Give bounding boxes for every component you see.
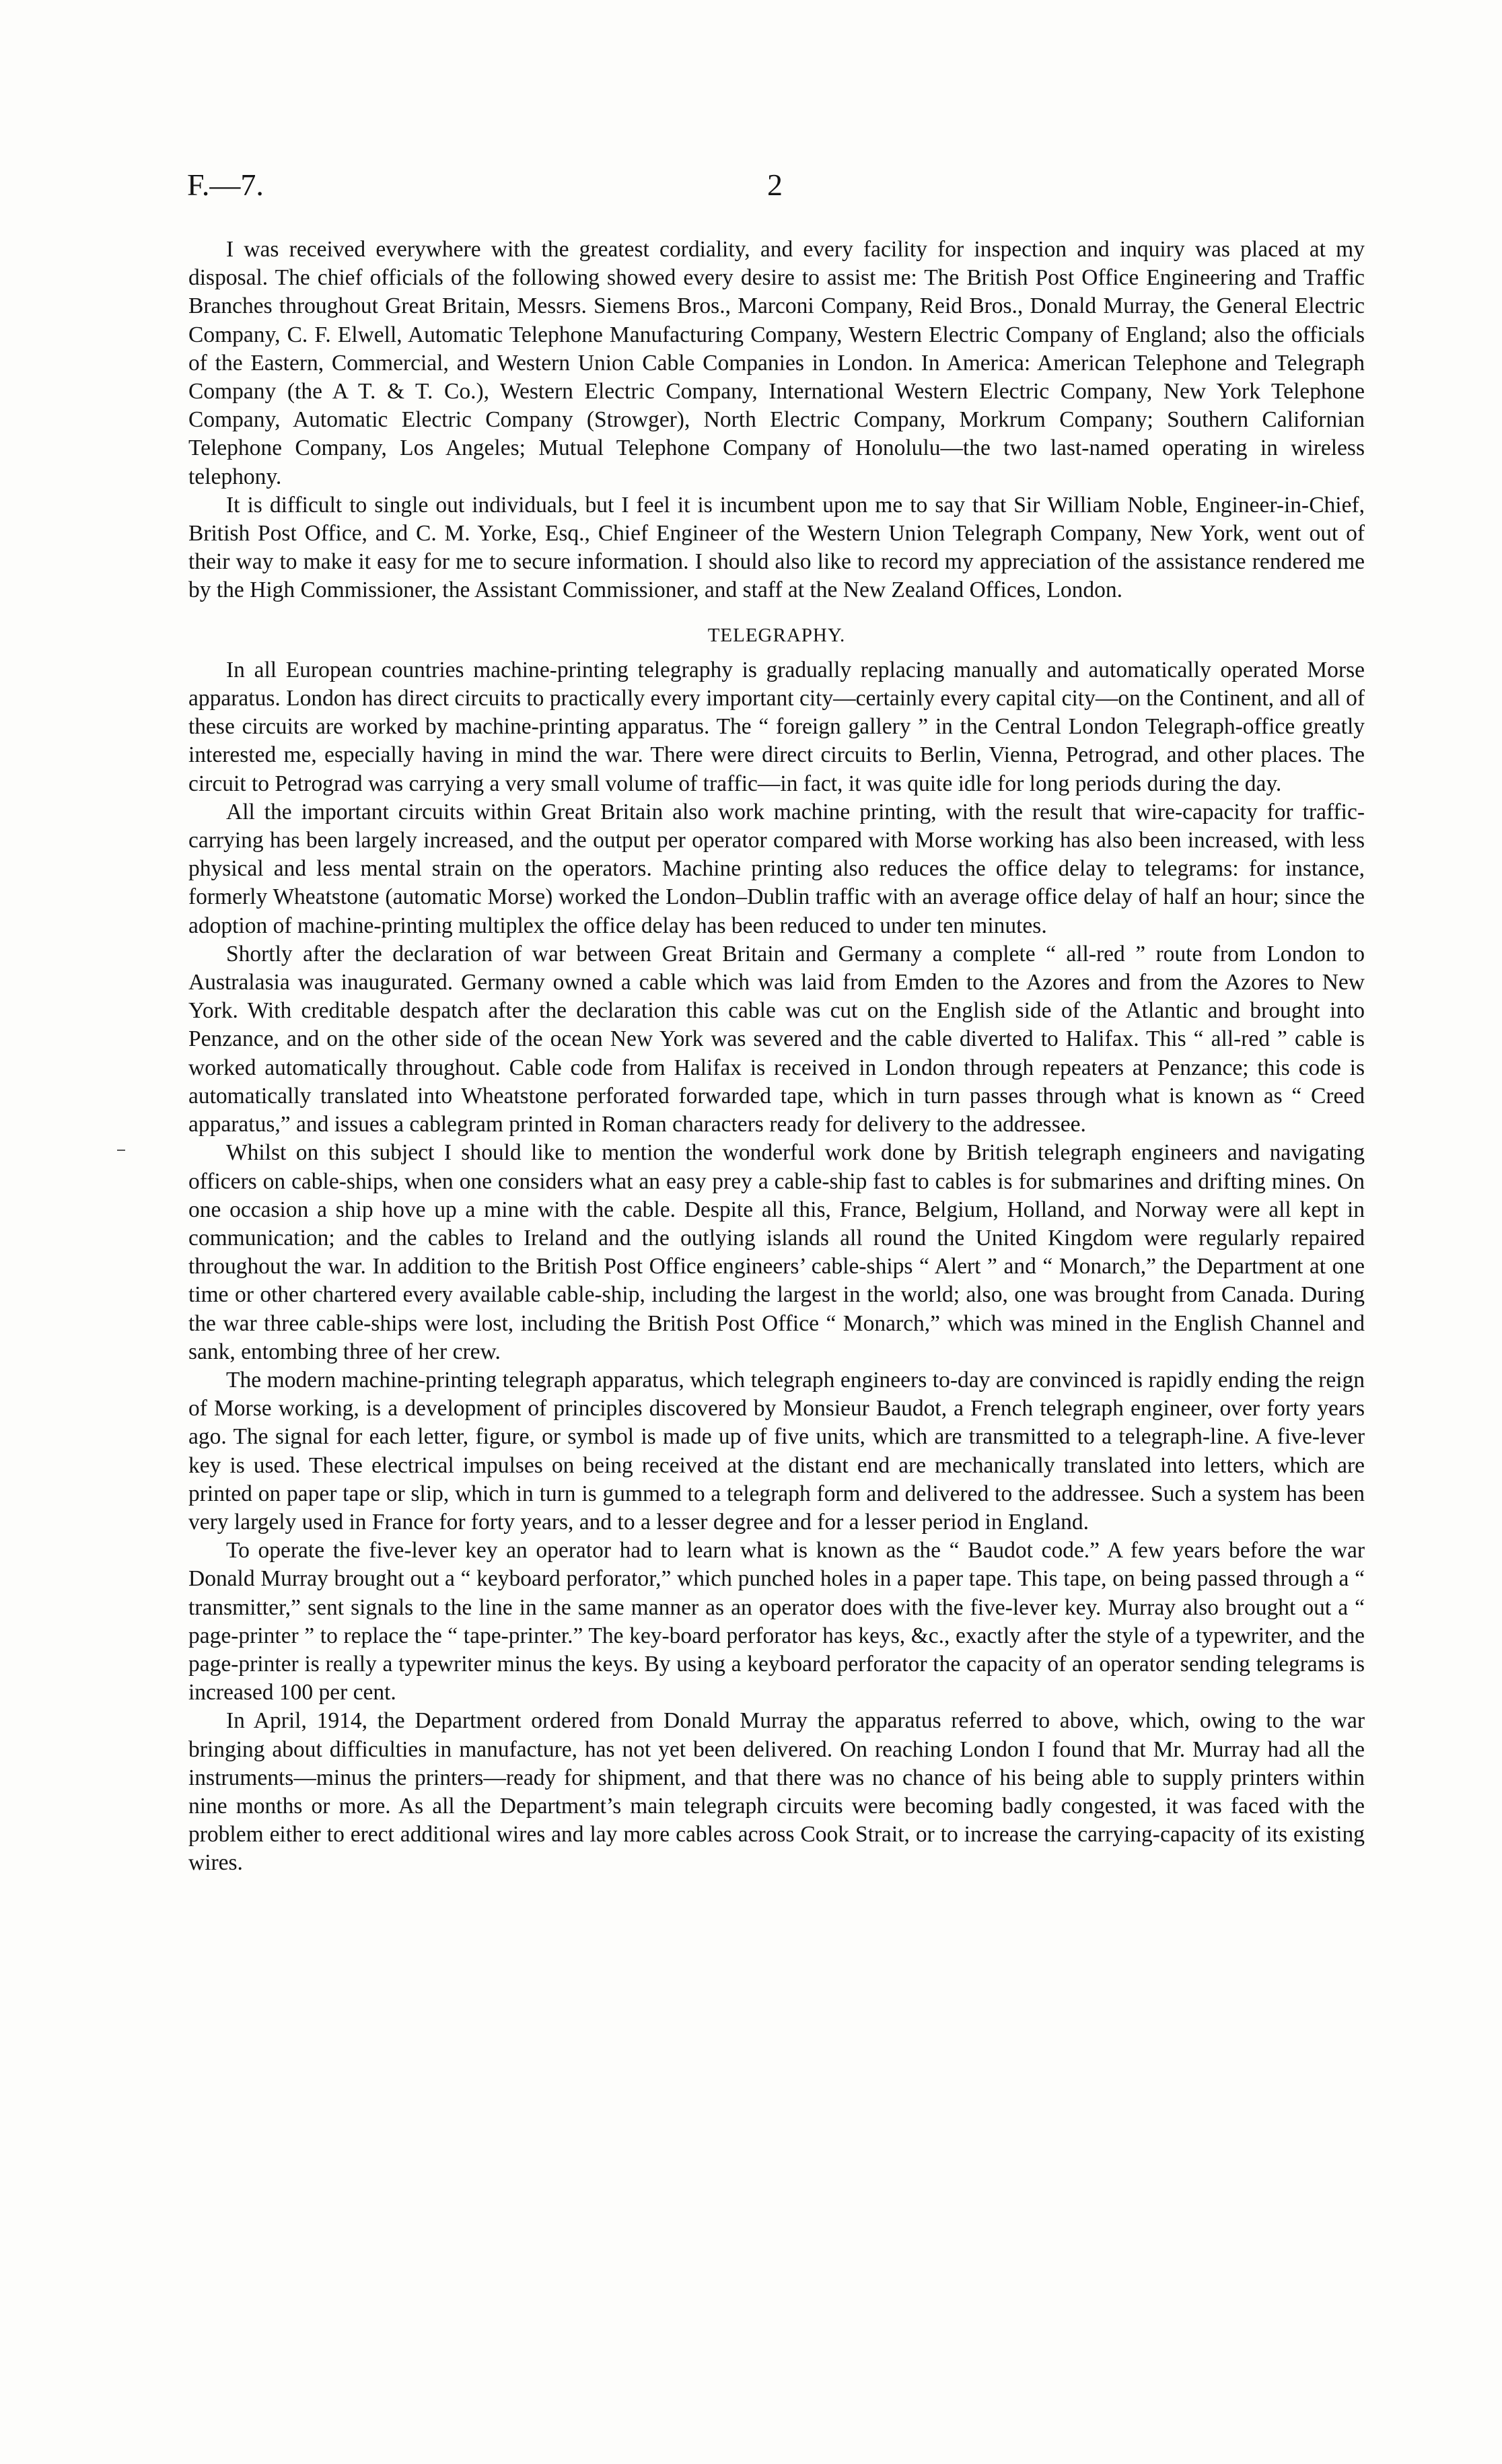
paragraph-cable-ships: Whilst on this subject I should like to mention the wonderful work done by British telegraph engineers and navigating officers on cable-ships, when one considers what an easy prey a cable-ship fast to cables is for submarines and drifting mines. On one occasion a ship hove up a mine with the cable. Despite all this, France, Belgium, Holland, and Norway were all kept in communication; and the cables to Ireland and the outlying islands all round the United Kingdom were regularly repaired throughout the war. In addition to the British Post Office engineers’ cable-ships “ Alert ” and “ Monarch,” the Department at one time or other chartered every available cable-ship, including the largest in the world; also, one was brought from Canada. During the war three cable-ships were lost, including the British Post Office “ Monarch,” which was mined in the English Channel and sank, entombing three of her crew. [188,1140,1365,1364]
paragraph-all-red-route: Shortly after the declaration of war between Great Britain and Germany a complete “ all-red ” route from London to Australasia was inaugurated. Germany owned a cable which was laid from Emden to the Azores and from the Azores to New York. With creditable despatch after the declaration this cable was cut on the English side of the Atlantic and brought into Penzance, and on the other side of the ocean New York was severed and the cable diverted to Halifax. This “ all-red ” cable is worked automatically throughout. Cable code from Halifax is received in London through repeaters at Penzance; this code is automatically translated into Wheatstone perforated forwarded tape, which in turn passes through what is known as “ Creed apparatus,” and issues a cablegram printed in Roman characters ready for delivery to the addressee. [188,941,1365,1137]
paragraph-acknowledgements: I was received everywhere with the greatest cordiality, and every facility for inspection and inquiry was placed at my disposal. The chief officials of the following showed every desire to assist me: The British Post Office Engineering and Traffic Branches throughout Great Britain, Messrs. Siemens Bros., Marconi Company, Reid Bros., Donald Murray, the General Electric Company, C. F. Elwell, Automatic Telephone Manufacturing Company, Western Electric Company of England; also the officials of the Eastern, Commercial, and Western Union Cable Companies in London. In America: American Telephone and Telegraph Company (the A T. & T. Co.), Western Electric Company, International Western Electric Company, New York Telephone Company, Automatic Electric Company (Strowger), North Electric Company, Morkrum Company; Southern Californian Telephone Company, Los Angeles; Mutual Telephone Company of Honolulu—the two last-named operating in wireless telephony. [188,237,1365,489]
page-number: 2 [767,168,783,202]
paragraph-great-britain-circuits: All the important circuits within Great Britain also work machine printing, with the result that wire-capacity for traffic-carrying has been largely increased, and the output per operator compared with Morse working has also been increased, with less physical and less mental strain on the operators. Machine printing also reduces the office delay to telegrams: for instance, formerly Wheatstone (automatic Morse) worked the London–Dublin traffic with an average office delay of half an hour; since the adoption of machine-printing multiplex the office delay has been reduced to under ten minutes. [188,799,1365,938]
page-header [187,167,1365,207]
section-heading-telegraphy: TELEGRAPHY. [707,624,846,646]
paragraph-baudot-apparatus: The modern machine-printing telegraph apparatus, which telegraph engineers to-day are convinced is rapidly ending the reign of Morse working, is a development of principles discovered by Monsieur Baudot, a French telegraph engineer, over forty years ago. The signal for each letter, figure, or symbol is made up of five units, which are transmitted to a telegraph-line. A five-lever key is used. These electrical impulses on being received at the distant end are mechanically translated into letters, which are printed on paper tape or slip, which in turn is gummed to a telegraph form and delivered to the addressee. Such a system has been very largely used in France for forty years, and to a lesser degree and for a lesser period in England. [188,1367,1365,1535]
paragraph-individuals: It is difficult to single out individuals, but I feel it is incumbent upon me to say that Sir William Noble, Engineer-in-Chief, British Post Office, and C. M. Yorke, Esq., Chief Engineer of the Western Union Telegraph Company, New York, went out of their way to make it easy for me to secure information. I should also like to record my appreciation of the assistance rendered me by the High Commissioner, the Assistant Commissioner, and staff at the New Zealand Offices, London. [188,492,1365,603]
paragraph-murray-perforator: To operate the five-lever key an operator had to learn what is known as the “ Baudot code.” A few years before the war Donald Murray brought out a “ keyboard perforator,” which punched holes in a paper tape. This tape, on being passed through a “ transmitter,” sent signals to the line in the same manner as an operator does with the five-lever key. Murray also brought out a “ page-printer ” to replace the “ tape-printer.” The key-board perforator has keys, &c., exactly after the style of a typewriter, and the page-printer is really a typewriter minus the keys. By using a keyboard perforator the capacity of an operator sending telegrams is increased 100 per cent. [188,1538,1365,1705]
document-reference: F.—7. [187,168,264,202]
paragraph-murray-order: In April, 1914, the Department ordered from Donald Murray the apparatus referred to above, which, owing to the war bringing about difficulties in manufacture, has not yet been delivered. On reaching London I found that Mr. Murray had all the instruments—minus the printers—ready for shipment, and that there was no chance of his being able to supply printers within nine months or more. As all the Department’s main telegraph circuits were becoming badly congested, it was faced with the problem either to erect additional wires and lay more cables across Cook Strait, or to increase the carrying-capacity of its existing wires. [188,1708,1365,1876]
body-text [188,236,1365,1878]
paragraph-european-machine-printing: In all European countries machine-printing telegraphy is gradually replacing manually and automatically operated Morse apparatus. London has direct circuits to practically every important city—certainly every capital city—on the Continent, and all of these circuits are worked by machine-printing apparatus. The “ foreign gallery ” in the Central London Telegraph-office greatly interested me, especially having in mind the war. There were direct circuits to Berlin, Vienna, Petrograd, and other places. The circuit to Petrograd was carrying a very small volume of traffic—in fact, it was quite idle for long periods during the day. [188,657,1365,796]
margin-mark [117,1150,125,1151]
